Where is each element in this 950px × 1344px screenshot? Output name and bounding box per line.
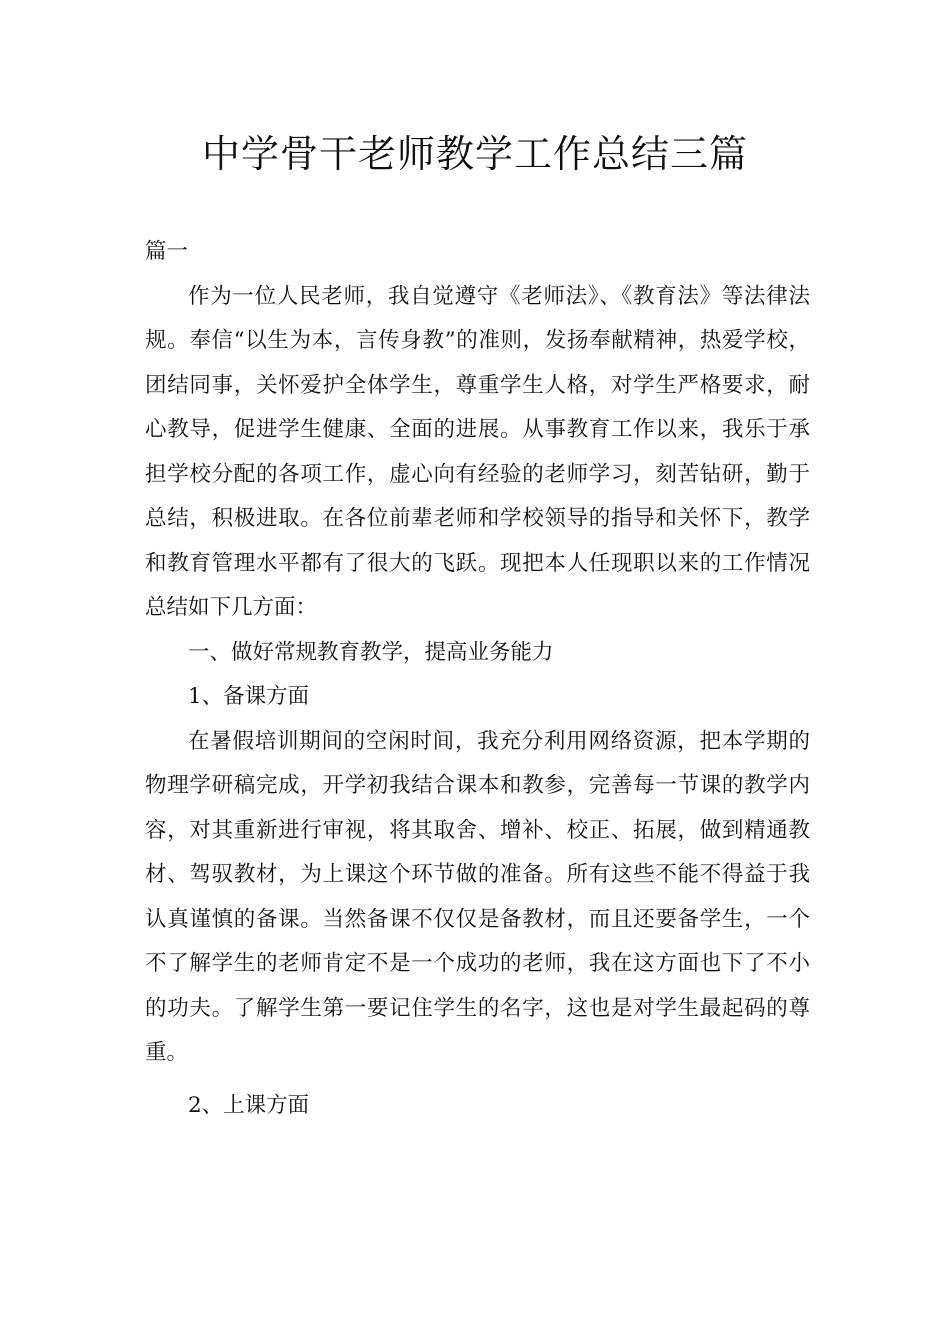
section-label: 篇一	[145, 239, 189, 264]
subheading-lesson-prep: 1、备课方面	[188, 684, 310, 709]
subheading-teaching: 2、上课方面	[188, 1092, 310, 1118]
intro-paragraph: 作为一位人民老师，我自觉遵守《老师法》、《教育法》等法律法规。奉信“以生为本，言传身教”的准则，发扬奉献精神，热爱学校，团结同事，关怀爱护全体学生，尊重学生人格，对学生严格要求，耐心教导，促进学生健康、全面的进展。从事教育工作以来，我乐于承担学校分配的各项工作，虚心向有经验的老师学习，刻苦钻研，勤于总结，积极进取。在各位前辈老师和学校领导的指导和关怀下，教学和教育管理水平都有了很大的飞跃。现把本人任现职以来的工作情况总结如下几方面：	[145, 283, 810, 620]
lesson-prep-paragraph: 在暑假培训期间的空闲时间，我充分利用网络资源，把本学期的物理学研稿完成，开学初我结合课本和教参，完善每一节课的教学内容，对其重新进行审视，将其取舍、增补、校正、拓展，做到精通教材、驾驭教材，为上课这个环节做的准备。所有这些不能不得益于我认真谨慎的备课。当然备课不仅仅是备教材，而且还要备学生，一个不了解学生的老师肯定不是一个成功的老师，我在这方面也下了不小的功夫。了解学生第一要记住学生的名字，这也是对学生最起码的尊重。	[145, 728, 810, 1065]
section-heading-1: 一、做好常规教育教学，提高业务能力	[188, 639, 554, 665]
document-body	[145, 230, 810, 1128]
document-title: 中学骨干老师教学工作总结三篇	[201, 132, 748, 176]
